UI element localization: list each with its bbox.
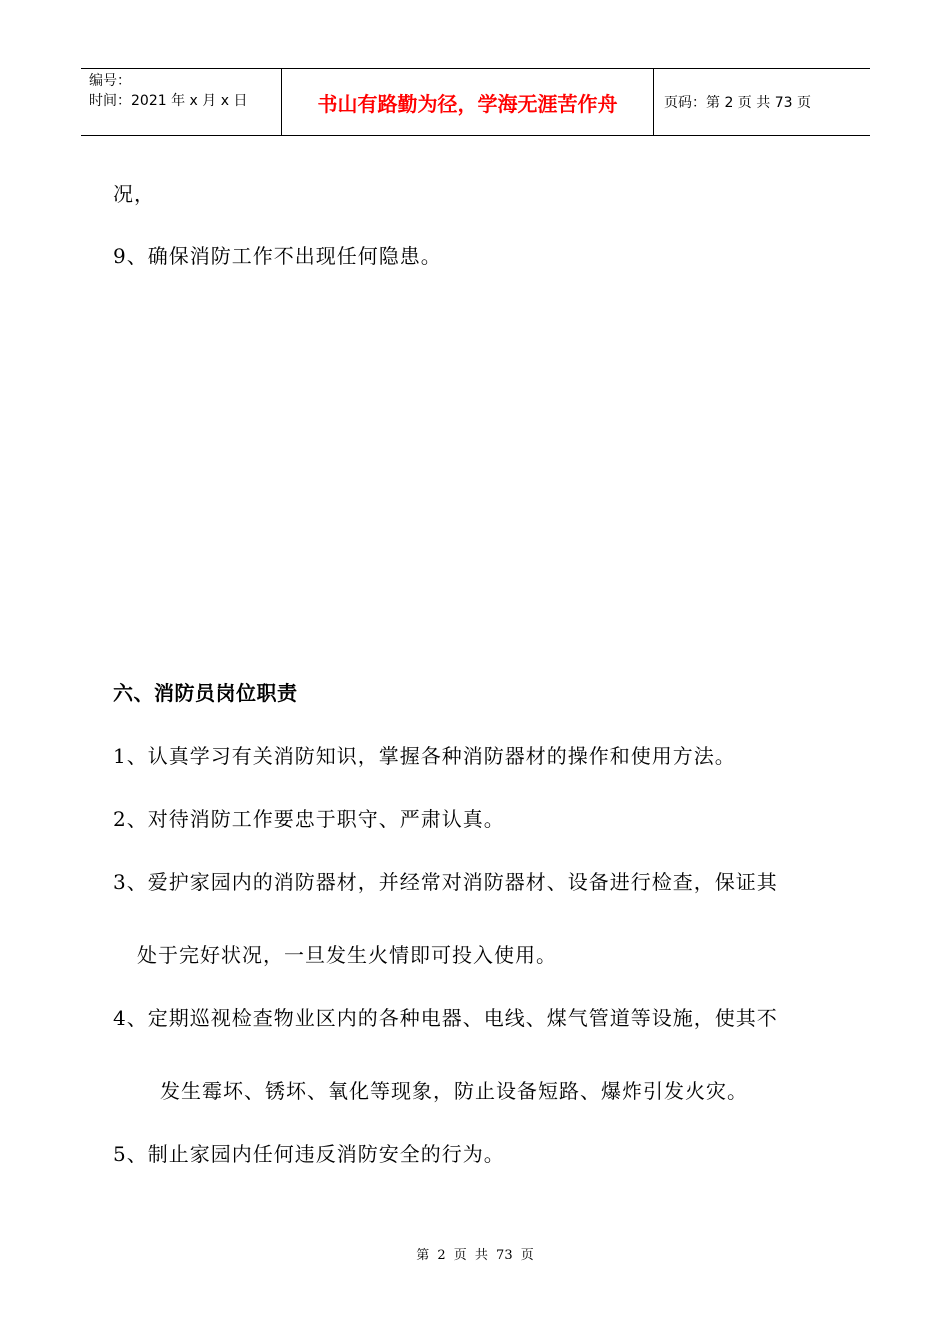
list-item-1: 1、认真学习有关消防知识，掌握各种消防器材的操作和使用方法。 — [113, 744, 736, 768]
list-item-2: 2、对待消防工作要忠于职守、严肃认真。 — [113, 807, 505, 831]
section-title: 六、消防员岗位职责 — [113, 681, 298, 705]
date-label: 时间：2021 年 x 月 x 日 — [89, 93, 248, 109]
header-motto: 书山有路勤为径，学海无涯苦作舟 — [317, 92, 618, 116]
document-header — [81, 68, 870, 136]
list-item-9: 9、确保消防工作不出现任何隐患。 — [113, 244, 442, 268]
paragraph-continuation: 况， — [113, 182, 155, 206]
header-page-code: 页码：第 2 页 共 73 页 — [664, 95, 811, 111]
list-item-4-line-1: 4、定期巡视检查物业区内的各种电器、电线、煤气管道等设施，使其不 — [113, 1006, 778, 1030]
header-info-cell — [81, 69, 282, 135]
header-page-cell — [654, 69, 870, 135]
list-item-3-line-2: 处于完好状况，一旦发生火情即可投入使用。 — [137, 943, 557, 967]
serial-label: 编号： — [89, 73, 131, 89]
header-motto-cell — [282, 69, 654, 135]
list-item-4-line-2: 发生霉坏、锈坏、氧化等现象，防止设备短路、爆炸引发火灾。 — [160, 1079, 748, 1103]
list-item-5: 5、制止家园内任何违反消防安全的行为。 — [113, 1142, 505, 1166]
list-item-3-line-1: 3、爱护家园内的消防器材，并经常对消防器材、设备进行检查，保证其 — [113, 870, 778, 894]
page-footer: 第 2 页 共 73 页 — [416, 1248, 534, 1263]
